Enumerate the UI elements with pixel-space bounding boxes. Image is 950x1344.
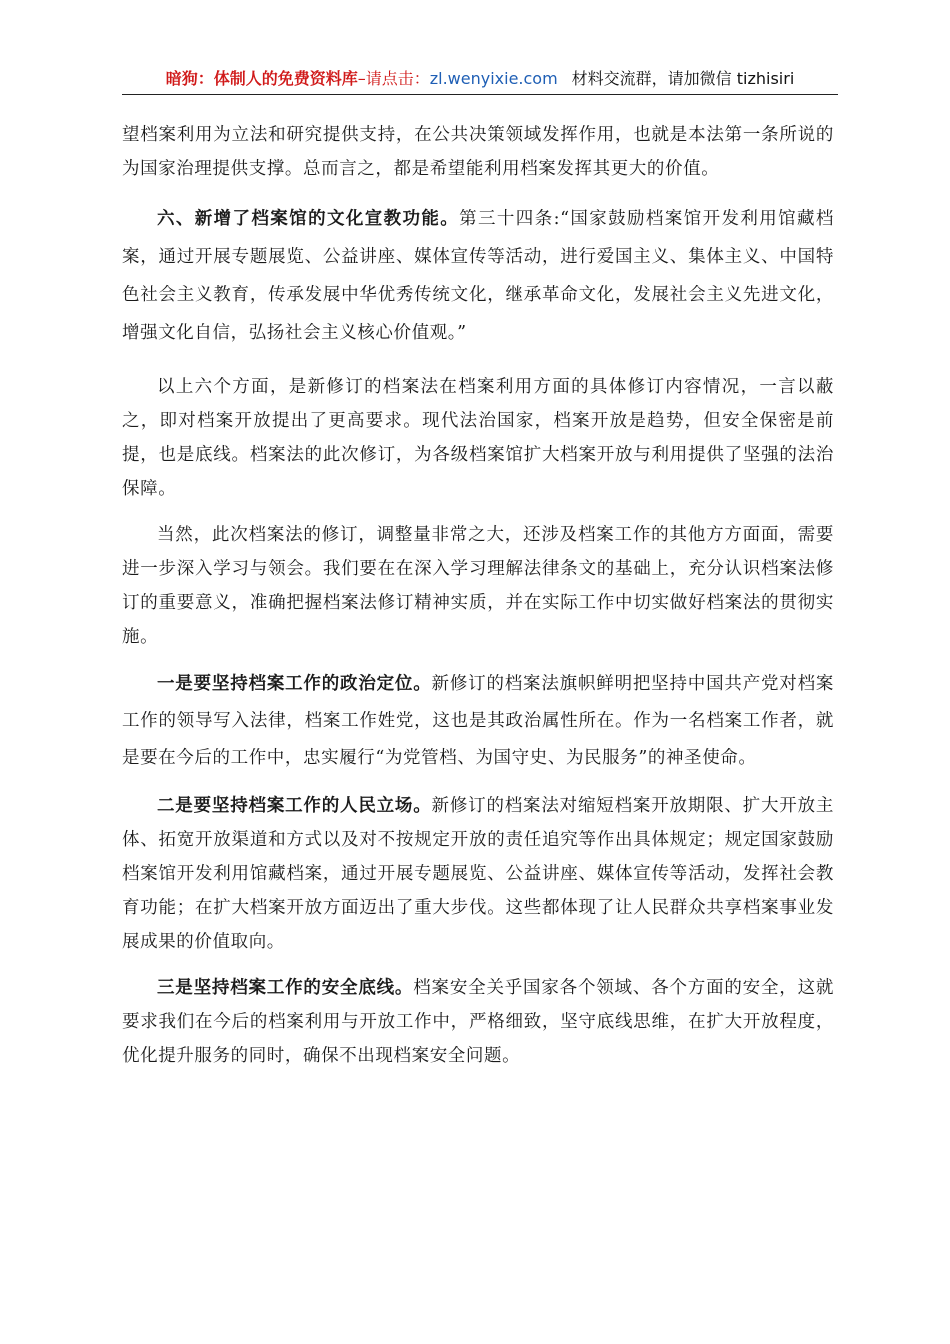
paragraph-point-three (122, 971, 834, 1073)
paragraph-summary (122, 370, 834, 506)
header-click-prompt: 请点击： (365, 69, 430, 88)
paragraph-text: 以上六个方面，是新修订的档案法在档案利用方面的具体修订内容情况，一言以蔽之，即对档案开放提出了更高要求。现代法治国家，档案开放是趋势，但安全保密是前提，也是底线。档案法的此次修订，为各级档案馆扩大档案开放与利用提供了坚强的法治保障。 (122, 377, 834, 499)
paragraph-lead: 二是要坚持档案工作的人民立场。 (157, 796, 432, 816)
header-brand: 暗狗：体制人的免费资料库 (165, 69, 358, 88)
paragraph-text: 档案安全关乎国家各个领域、各个方面的安全，这就要求我们在今后的档案利用与开放工作中，严格细致，坚守底线思维，在扩大开放程度，优化提升服务的同时，确保不出现档案安全问题。 (122, 978, 834, 1066)
paragraph-lead: 三是坚持档案工作的安全底线。 (157, 978, 414, 998)
header-url-link[interactable]: zl.wenyixie.com (429, 69, 558, 88)
paragraph-section-six (122, 200, 834, 352)
paragraph-text: 新修订的档案法对缩短档案开放期限、扩大开放主体、拓宽开放渠道和方式以及对不按规定开放的责任追究等作出具体规定；规定国家鼓励档案馆开发利用馆藏档案，通过开展专题展览、公益讲座、媒体宣传等活动，发挥社会教育功能；在扩大档案开放方面迈出了重大步伐。这些都体现了让人民群众共享档案事业发展成果的价值取向。 (122, 796, 835, 952)
page-header (122, 66, 838, 95)
header-group-note: 材料交流群，请加微信 tizhisiri (571, 69, 795, 88)
paragraph-lead: 六、新增了档案馆的文化宣教功能。 (157, 209, 460, 229)
paragraph-point-one (122, 666, 834, 777)
header-dash: – (357, 69, 366, 88)
paragraph-text: 当然，此次档案法的修订，调整量非常之大，还涉及档案工作的其他方方面面，需要进一步深入学习与领会。我们要在在深入学习理解法律条文的基础上，充分认识档案法修订的重要意义，准确把握档案法修订精神实质，并在实际工作中切实做好档案法的贯彻实施。 (122, 525, 834, 647)
paragraph-lead: 一是要坚持档案工作的政治定位。 (157, 674, 432, 694)
paragraph-text: 第三十四条:“国家鼓励档案馆开发利用馆藏档案，通过开展专题展览、公益讲座、媒体宣传等活动，进行爱国主义、集体主义、中国特色社会主义教育，传承发展中华优秀传统文化，继承革命文化，发展社会主义先进文化，增强文化自信，弘扬社会主义核心价值观。” (122, 209, 834, 343)
document-body (122, 118, 834, 1073)
paragraph-text: 望档案利用为立法和研究提供支持，在公共决策领域发挥作用，也就是本法第一条所说的为国家治理提供支撑。总而言之，都是希望能利用档案发挥其更大的价值。 (122, 125, 834, 179)
paragraph-continuation (122, 118, 834, 186)
paragraph-point-two (122, 789, 834, 959)
paragraph-intro-points (122, 518, 834, 654)
paragraph-text: 新修订的档案法旗帜鲜明把坚持中国共产党对档案工作的领导写入法律，档案工作姓党，这也是其政治属性所在。作为一名档案工作者，就是要在今后的工作中，忠实履行“为党管档、为国守史、为民服务”的神圣使命。 (122, 674, 835, 768)
